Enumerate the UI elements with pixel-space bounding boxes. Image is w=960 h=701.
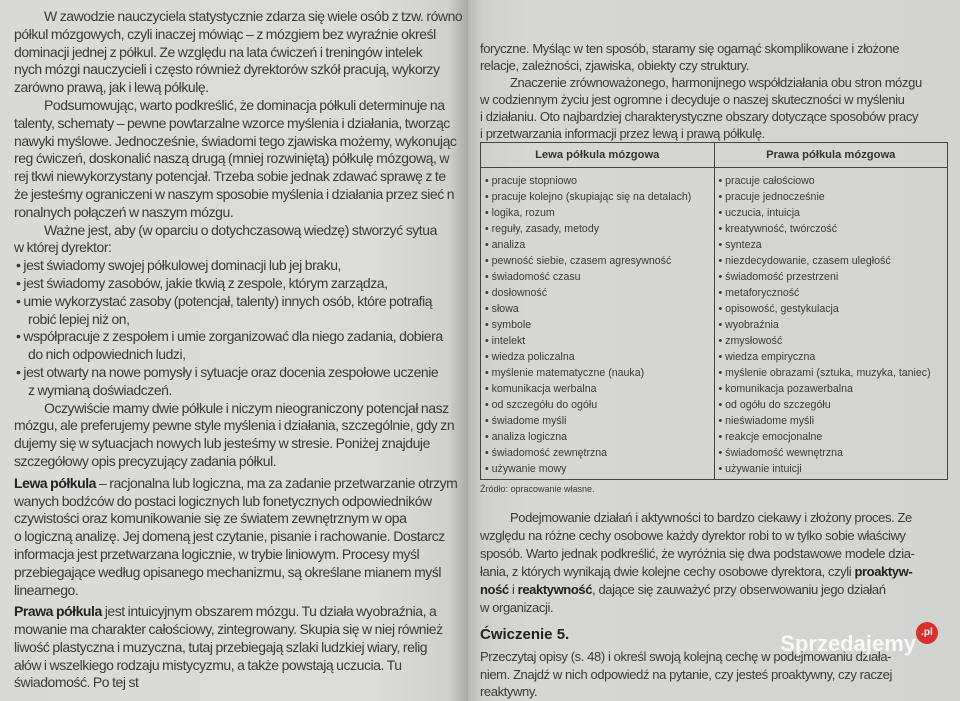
text-line: do nich odpowiednich ludzi, bbox=[28, 346, 186, 363]
text-line: jest świadomy zasobów, jakie tkwią z zespole, którym zarządza, bbox=[23, 274, 388, 291]
table-list-item: • komunikacja pozawerbalna bbox=[719, 381, 944, 397]
text-line: – racjonalna lub logiczna, ma za zadanie przetwarzanie otrzym bbox=[98, 474, 458, 491]
bullet-item bbox=[14, 311, 464, 329]
bullet-item bbox=[14, 328, 464, 346]
right-page-text bbox=[480, 40, 952, 701]
text-line: jest świadomy swojej półkulowej dominacji lub jej braku, bbox=[23, 257, 341, 274]
table-list-item: • świadomość wewnętrzna bbox=[719, 445, 944, 461]
table-list-item: • dosłowność bbox=[485, 285, 710, 301]
text-line: jest intuicyjnym obszarem mózgu. Tu działa wyobraźnia, a bbox=[101, 603, 437, 620]
table-list-item: • analiza logiczna bbox=[485, 429, 710, 445]
table-list-item: • nieświadome myśli bbox=[719, 413, 944, 429]
table-header-left: Lewa półkula mózgowa bbox=[481, 143, 715, 168]
bullet-item bbox=[14, 382, 464, 400]
table-list-item: • pracuje całościowo bbox=[719, 173, 944, 189]
left-hemisphere-paragraph bbox=[14, 475, 464, 600]
right-page bbox=[468, 0, 960, 701]
table-list-item: • analiza bbox=[485, 237, 710, 253]
bullet-item bbox=[14, 257, 464, 275]
watermark-logo: Sprzedajemy .pl bbox=[780, 632, 916, 656]
text-line: linearnego. bbox=[14, 581, 79, 598]
table-list-item: • komunikacja werbalna bbox=[485, 381, 710, 397]
text-line: w codziennym życiu jest ogromne i decyduje o naszej skuteczności w myśleniu bbox=[480, 92, 905, 107]
text-line: Ważne jest, aby (w oparciu o dotychczasową wiedzę) stworzyć sytua bbox=[44, 221, 437, 238]
text-line: Oczywiście mamy dwie półkule i niczym nieograniczony potencjał nasz bbox=[44, 399, 449, 416]
text-line: mózgu, ale preferujemy pewne style myślenia i działania, szczególnie, gdy zn bbox=[14, 417, 455, 434]
text-line: i działaniu. Oto najbardziej charakterystyczne obszary dotyczące sposobów pracy bbox=[480, 109, 919, 124]
paragraph-2 bbox=[14, 97, 464, 222]
table-list-item: • od ogółu do szczegółu bbox=[719, 397, 944, 413]
bullet-item bbox=[14, 293, 464, 311]
hemisphere-comparison-table bbox=[480, 142, 948, 480]
text-line: i bbox=[508, 582, 518, 597]
text-line: W zawodzie nauczyciela statystycznie zdarza się wiele osób z tzw. równo bbox=[44, 8, 463, 24]
text-line: nych mózgi nauczycieli i często również dyrektorów szkół pracują, wykorzy bbox=[14, 61, 440, 78]
table-list-item: • metaforyczność bbox=[719, 285, 944, 301]
text-line: reaktywny. bbox=[480, 684, 538, 699]
table-list-item: • zmysłowość bbox=[719, 333, 944, 349]
right-hemisphere-term: Prawa półkula bbox=[14, 603, 102, 620]
table-list-item: • słowa bbox=[485, 301, 710, 317]
table-list-item: • wiedza policzalna bbox=[485, 349, 710, 365]
table-list-item: • reakcje emocjonalne bbox=[719, 429, 944, 445]
table-list-item: • używanie intuicji bbox=[719, 461, 944, 477]
text-line: z wymianą doświadczeń. bbox=[28, 381, 172, 398]
table-list-item: • myślenie matematyczne (nauka) bbox=[485, 365, 710, 381]
bullet-icon: • bbox=[16, 274, 24, 291]
bullet-item bbox=[14, 275, 464, 293]
text-line: świadomość. Po tej st bbox=[14, 674, 139, 691]
table-list-item: • świadomość przestrzeni bbox=[719, 269, 944, 285]
text-line: robić lepiej niż on, bbox=[28, 310, 130, 327]
watermark-badge: .pl bbox=[916, 622, 938, 644]
text-line: przebiegające według opisanego mechanizmu, są określane mianem myśl bbox=[14, 563, 442, 580]
text-line: i przetwarzania informacji przez lewą i prawą półkulę. bbox=[480, 126, 765, 141]
table-source: Źródło: opracowanie własne. bbox=[480, 484, 595, 494]
text-line: współpracuje z zespołem i umie zorganizować dla niego zadania, dobiera bbox=[23, 328, 443, 345]
table-list-item: • świadomość zewnętrzna bbox=[485, 445, 710, 461]
text-line: półkul mózgowych, czyli inaczej mówiąc – z mózgiem bez wyraźnie określ bbox=[14, 25, 436, 42]
text-line: relacje, zależności, zjawiska, obiekty czy struktury. bbox=[480, 58, 749, 73]
exercise-title: Ćwiczenie 5. bbox=[480, 626, 570, 643]
text-line: sposób. Warto jednak podkreślić, że wyróżnia się dwa podstawowe modele dzia- bbox=[480, 546, 915, 561]
table-list-item: • symbole bbox=[485, 317, 710, 333]
text-line: szczegółowy opis precyzujący zadania półkul. bbox=[14, 452, 277, 469]
text-line: Podejmowanie działań i aktywności to bardzo ciekawy i złożony proces. Ze bbox=[510, 510, 912, 525]
table-list-item: • wiedza empiryczna bbox=[719, 349, 944, 365]
text-line: że jesteśmy ograniczeni w naszym sposobie myślenia i działania przez sieć n bbox=[14, 185, 455, 202]
left-page bbox=[0, 0, 468, 701]
text-line: Podsumowując, warto podkreślić, że dominacja półkuli determinuje na bbox=[44, 96, 445, 113]
paragraph-3-block bbox=[480, 509, 952, 617]
proactivity-term-end: ność bbox=[480, 582, 509, 597]
table-header-right: Prawa półkula mózgowa bbox=[714, 143, 948, 168]
text-line: liwość plastyczna i muzyczna, tutaj przebiegają szlaki ludzkiej wiary, relig bbox=[14, 638, 428, 655]
text-line: Znaczenie zrównoważonego, harmonijnego współdziałania obu stron mózgu bbox=[510, 75, 922, 90]
text-line: w której dyrektor: bbox=[14, 239, 112, 256]
left-hemisphere-column bbox=[481, 168, 715, 480]
right-hemisphere-column bbox=[714, 168, 948, 480]
reactivity-term: reaktywność bbox=[517, 582, 593, 597]
paragraph-3 bbox=[480, 509, 952, 563]
paragraph-3-cont bbox=[480, 563, 952, 617]
table-list-item: • wyobraźnia bbox=[719, 317, 944, 333]
bullet-icon: • bbox=[16, 257, 24, 274]
left-page-text bbox=[14, 8, 464, 692]
bullet-icon: • bbox=[16, 292, 24, 309]
bullet-icon: • bbox=[16, 363, 24, 380]
table-list-item: • pracuje stopniowo bbox=[485, 173, 710, 189]
table-list-item: • logika, rozum bbox=[485, 205, 710, 221]
table-list-item: • niezdecydowanie, czasem uległość bbox=[719, 253, 944, 269]
table-list-item: • świadomość czasu bbox=[485, 269, 710, 285]
text-line: ałów i wszelkiego rodzaju mistycyzmu, a także powstają uczucia. Tu bbox=[14, 656, 402, 673]
bullet-icon: • bbox=[16, 328, 24, 345]
table-list-item: • pracuje jednocześnie bbox=[719, 189, 944, 205]
text-line: rej tkwi niewykorzystany potencjał. Trzeba sobie jednak zdawać sprawę z te bbox=[14, 168, 446, 185]
text-line: wanych bodźców do postaci logicznych lub fonetycznych odpowiedników bbox=[14, 492, 432, 509]
table-list-item: • reguły, zasady, metody bbox=[485, 221, 710, 237]
table-list-item: • pracuje kolejno (skupiając się na detalach) bbox=[485, 189, 710, 205]
table-list-item: • używanie mowy bbox=[485, 461, 710, 477]
table-list-item: • świadome myśli bbox=[485, 413, 710, 429]
text-line: łania, z których wynikają dwie kolejne cechy osobowe dyrektora, czyli bbox=[480, 564, 855, 579]
table-list-item: • pewność siebie, czasem agresywność bbox=[485, 253, 710, 269]
table-list-item: • myślenie obrazami (sztuka, muzyka, taniec) bbox=[719, 365, 944, 381]
text-line: , dające się zauważyć przy obserwowaniu jego działań bbox=[592, 582, 886, 597]
text-line: umie wykorzystać zasoby (potencjał, talenty) innych osób, które potrafią bbox=[23, 292, 433, 309]
text-line: w organizacji. bbox=[480, 600, 554, 615]
table-list-item: • kreatywność, twórczość bbox=[719, 221, 944, 237]
text-line: o logiczną analizę. Jej domeną jest czytanie, pisanie i rachowanie. Dostarcz bbox=[14, 528, 445, 545]
text-line: reg ćwiczeń, doskonalić naszą drugą (mniej rozwiniętą) półkulę mózgową, w bbox=[14, 150, 449, 167]
paragraph-1 bbox=[14, 8, 464, 97]
table-list-item: • opisowość, gestykulacja bbox=[719, 301, 944, 317]
text-line: jest otwarty na nowe pomysły i sytuacje oraz docenia zespołowe uczenie bbox=[23, 363, 439, 380]
paragraph-3 bbox=[14, 222, 464, 258]
text-line: ronalnych połączeń w naszym mózgu. bbox=[14, 203, 234, 220]
table-list-item: • uczucia, intuicja bbox=[719, 205, 944, 221]
text-line: nawyki myślowe. Jednocześnie, świadomi tego zjawiska możemy, wykonując bbox=[14, 132, 457, 149]
text-line: foryczne. Myśląc w ten sposób, staramy się ogarnąć skomplikowane i złożone bbox=[480, 41, 900, 56]
text-line: zarówno prawą, jak i lewą półkulę. bbox=[14, 79, 209, 96]
paragraph-1 bbox=[480, 40, 952, 74]
table-list-item: • od szczegółu do ogółu bbox=[485, 397, 710, 413]
right-hemisphere-paragraph bbox=[14, 603, 464, 692]
text-line: informacja jest przetwarzana logicznie, w trybie liniowym. Procesy myśl bbox=[14, 545, 420, 562]
table-list-item: • synteza bbox=[719, 237, 944, 253]
text-line: dominacji jednej z półkul. Ze względu na lata ćwiczeń i treningów intelek bbox=[14, 43, 423, 60]
text-line: mowanie ma charakter całościowy, zintegrowany. Skupia się w niej również bbox=[14, 621, 443, 638]
text-line: dujemy się w sytuacjach nowych lub jesteśmy w stresie. Poniżej znajduje bbox=[14, 435, 430, 452]
text-line: niem. Znajdź w nich odpowiedź na pytanie, czy jesteś proaktywny, czy raczej bbox=[480, 666, 892, 682]
paragraph-2 bbox=[480, 74, 952, 142]
bullet-item bbox=[14, 364, 464, 382]
left-hemisphere-term: Lewa półkula bbox=[14, 474, 97, 491]
paragraph-4 bbox=[14, 400, 464, 471]
text-line: względu na różne cechy osobowe każdy dyrektor robi to w tylko sobie właściwy bbox=[480, 528, 906, 543]
bullet-list bbox=[14, 257, 464, 399]
bullet-item bbox=[14, 346, 464, 364]
proactivity-term: proaktyw- bbox=[854, 564, 913, 579]
text-line: talenty, schematy – pewne powtarzalne wzorce myślenia i działania, tworząc bbox=[14, 114, 450, 131]
text-line: Przeczytaj opisy (s. 48) i określ swoją kolejną cechę w podejmowaniu działa- bbox=[480, 649, 892, 664]
table-list-item: • intelekt bbox=[485, 333, 710, 349]
text-line: czywistości oraz komunikowanie się ze światem zewnętrznym w opa bbox=[14, 510, 407, 527]
